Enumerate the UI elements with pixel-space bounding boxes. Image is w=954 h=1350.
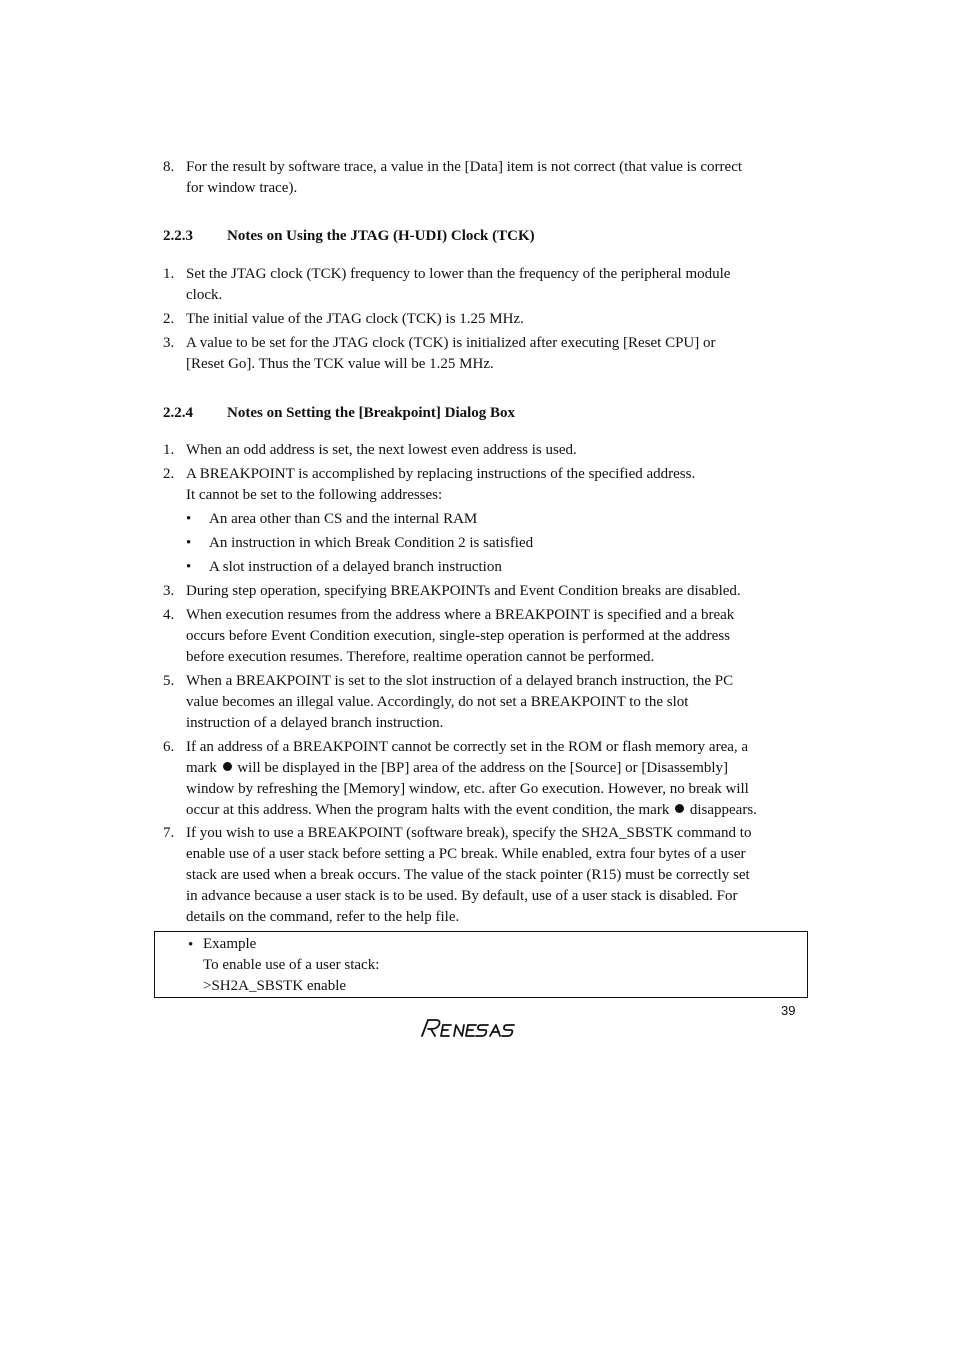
bullet-icon: • [186,511,192,527]
list-text-line: A BREAKPOINT is accomplished by replacing instructions of the specified address. [186,466,696,482]
list-number: 3. [163,335,175,351]
list-item [163,440,803,461]
list-text-fragment: will be displayed in the [BP] area of the address on the [Source] or [Disassembly] [237,760,729,776]
list-text-fragment: occur at this address. When the program halts with the event condition, the mark [186,802,670,818]
list-text-line: instruction of a delayed branch instruction. [186,715,444,731]
section-number: 2.2.3 [163,228,193,244]
example-command: >SH2A_SBSTK enable [203,978,347,994]
section-heading [163,403,515,424]
list-text-line: before execution resumes. Therefore, realtime operation cannot be performed. [186,649,655,665]
list-text-line: When a BREAKPOINT is set to the slot instruction of a delayed branch instruction, the PC [186,673,734,689]
list-text-line: value becomes an illegal value. Accordingly, do not set a BREAKPOINT to the slot [186,694,689,710]
list-text-line: occurs before Event Condition execution, single-step operation is performed at the address [186,628,730,644]
list-number: 3. [163,583,175,599]
breakpoint-mark-icon [223,762,232,771]
list-text-line: window by refreshing the [Memory] window, etc. after Go execution. However, no break will [186,781,749,797]
list-text-line: During step operation, specifying BREAKPOINTs and Event Condition breaks are disabled. [186,583,741,599]
list-text-fragment: disappears. [689,802,757,818]
list-number: 5. [163,673,175,689]
list-item [163,309,803,330]
list-text-line: If you wish to use a BREAKPOINT (software break), specify the SH2A_SBSTK command to [186,825,752,841]
list-text-line: in advance because a user stack is to be used. By default, use of a user stack is disabled. For [186,888,738,904]
list-text-line: If an address of a BREAKPOINT cannot be correctly set in the ROM or flash memory area, a [186,739,749,755]
section-title: Notes on Using the JTAG (H-UDI) Clock (TCK) [227,228,535,244]
bullet-text: An instruction in which Break Condition 2 is satisfied [209,535,534,551]
list-number: 7. [163,825,175,841]
list-text-line: clock. [186,287,223,303]
bullet-icon: • [186,535,192,551]
bullet-item [186,557,502,578]
list-number: 2. [163,311,175,327]
example-title: Example [203,936,257,952]
bullet-text: A slot instruction of a delayed branch instruction [209,559,502,575]
list-text-line: The initial value of the JTAG clock (TCK) is 1.25 MHz. [186,311,524,327]
section-heading [163,226,535,247]
bullet-item [186,533,533,554]
list-text-line: For the result by software trace, a value in the [Data] item is not correct (that value is correct [186,159,743,175]
breakpoint-mark-icon [675,804,684,813]
list-text-line: Set the JTAG clock (TCK) frequency to lower than the frequency of the peripheral module [186,266,731,282]
list-item [163,671,803,734]
list-item [163,464,803,506]
bullet-item [186,509,477,530]
list-text-line: for window trace). [186,180,298,196]
bullet-icon: • [186,559,192,575]
list-item [163,823,803,928]
list-text-line: stack are used when a break occurs. The value of the stack pointer (R15) must be correctly set [186,867,750,883]
list-number: 6. [163,739,175,755]
example-line: To enable use of a user stack: [203,957,380,973]
list-number: 4. [163,607,175,623]
list-item [163,737,803,821]
list-number: 8. [163,159,175,175]
list-item [163,333,803,375]
list-item [163,605,803,668]
list-text-line: [Reset Go]. Thus the TCK value will be 1.25 MHz. [186,356,494,372]
list-text-line: A value to be set for the JTAG clock (TCK) is initialized after executing [Reset CPU] or [186,335,716,351]
list-number: 1. [163,442,175,458]
section-number: 2.2.4 [163,405,193,421]
list-text-line [186,800,803,821]
bullet-text: An area other than CS and the internal RAM [209,511,478,527]
list-number: 2. [163,466,175,482]
list-text-line: When an odd address is set, the next lowest even address is used. [186,442,577,458]
list-item [163,264,803,306]
list-text-line: details on the command, refer to the help file. [186,909,460,925]
list-item [163,157,803,199]
list-text-line: It cannot be set to the following addresses: [186,487,443,503]
list-text-line: enable use of a user stack before setting a PC break. While enabled, extra four bytes of a user [186,846,746,862]
example-box [154,931,808,998]
list-item [163,581,803,602]
page-number: 39 [781,1003,796,1018]
section-title: Notes on Setting the [Breakpoint] Dialog Box [227,405,516,421]
list-text-line [186,758,803,779]
renesas-logo [418,1016,542,1040]
list-number: 1. [163,266,175,282]
list-text-line: When execution resumes from the address where a BREAKPOINT is specified and a break [186,607,735,623]
list-text-fragment: mark [186,760,217,776]
bullet-icon: • [188,937,194,953]
